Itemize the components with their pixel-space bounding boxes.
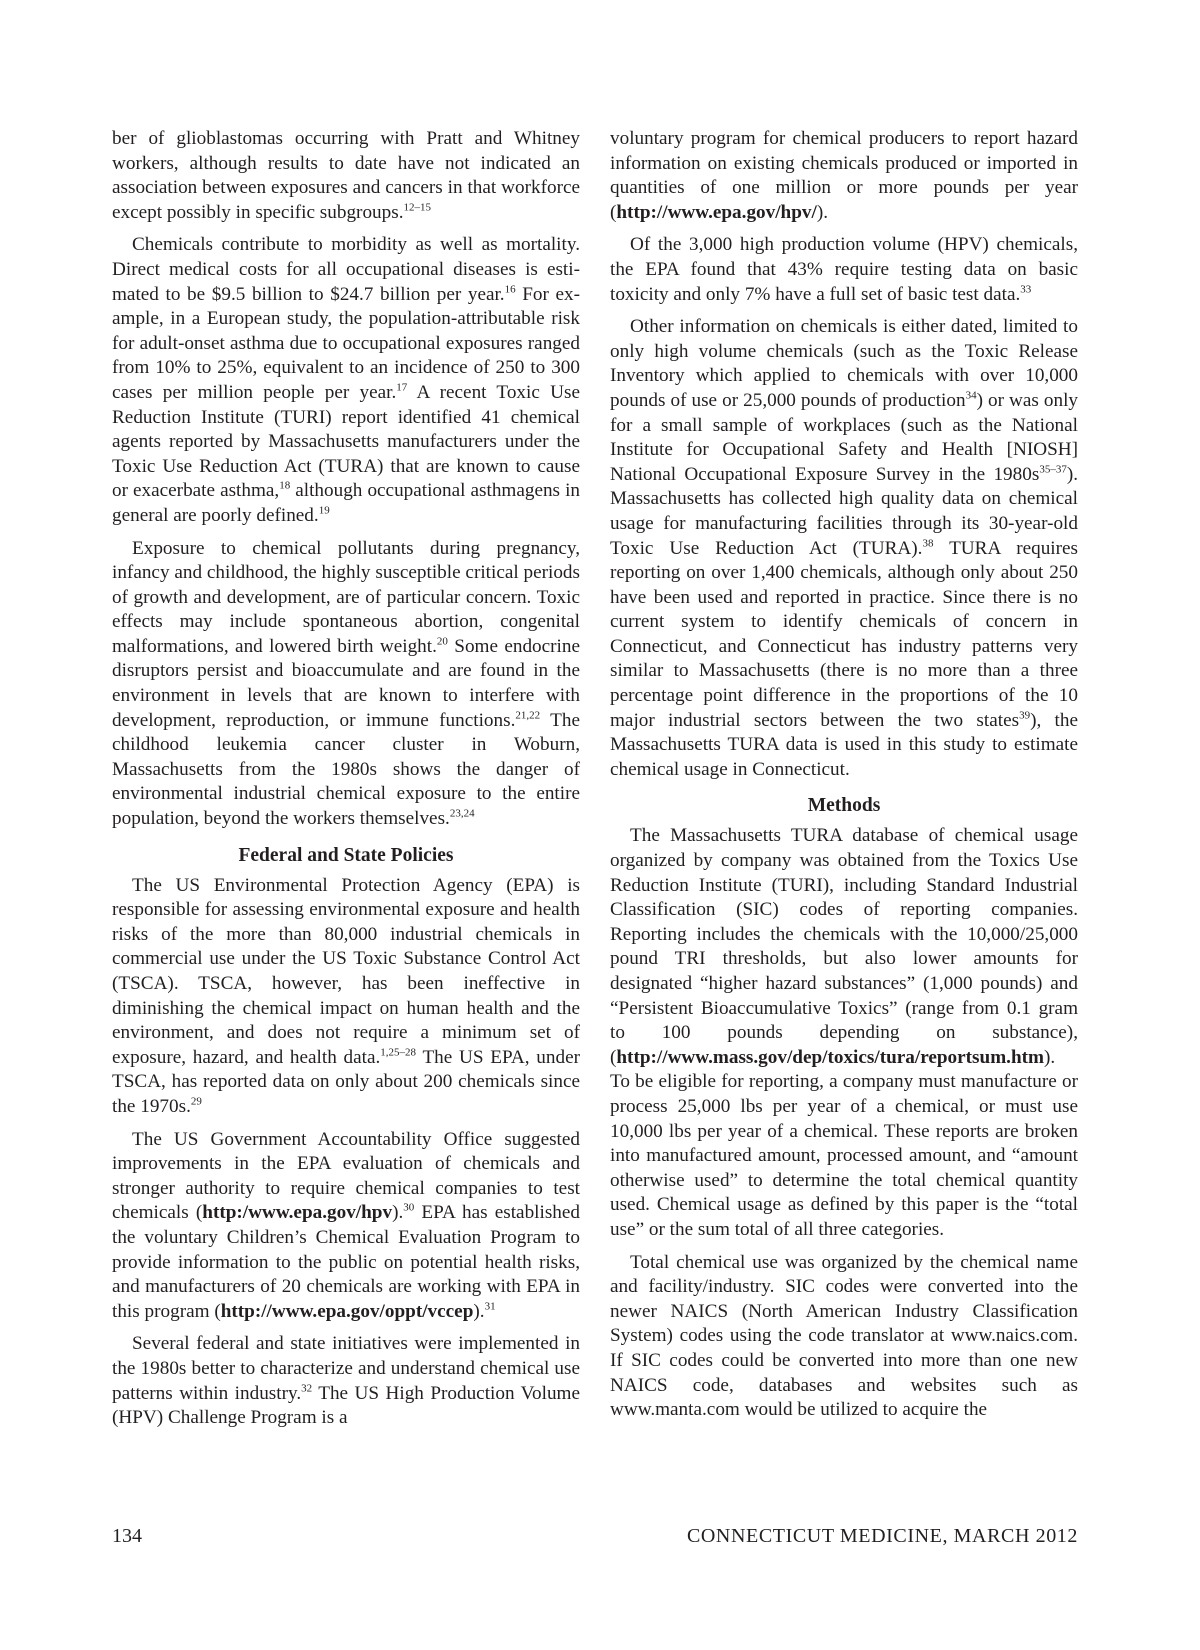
paragraph: The Massachusetts TURA database of chemical usage organized by company was obtained from the Toxics Use Reduction Institute (TURI), including Standard Industrial Classification (SIC) codes of reporting companies. Reporting includes the chemicals with the 10,000/25,000 pound TRI thresholds, but also lower amounts for designated “higher hazard substances” (1,000 pounds) and “Persistent Bioaccumulative Toxics” (range from 0.1 gram to 100 pounds depending on substance), (http://www.mass.gov/dep/toxics/tura/reportsum.htm). To be eligible for reporting, a company must manufacture or process 25,000 lbs per year of a chemical, or must use 10,000 lbs per year of a chemical. These reports are broken into manufactured amount, processed amount, and “amount otherwise used” to determine the total chemical quantity used. Chemical usage as defined by this paper is the “total use” or the sum total of all three categories. bbox=[610, 825, 1078, 1240]
left-column bbox=[112, 127, 580, 1439]
paragraph: The US Government Accountability Office suggested improvements in the EPA evaluation of chemicals and stronger authority to require chemical companies to test chemicals (http:/www.epa.gov/hpv).$^{30}$ EPA has established the voluntary Children’s Chemical Evaluation Program to provide information to the public on potential health risks, and manufacturers of 20 chemicals are working with EPA in this program (http://www.epa.gov/oppt/vccep).$^{31}$ bbox=[112, 1128, 581, 1322]
paragraph: voluntary program for chemical producers to report hazard information on existing chemicals produced or imported in quantities of one million or more pounds per year (http://www.epa.gov/hpv/). bbox=[610, 128, 1078, 223]
paragraph: Of the 3,000 high production volume (HPV) chemicals, the EPA found that 43% require testing data on basic toxicity and only 7% have a full set of basic test data.$^{33}$ bbox=[610, 234, 1078, 305]
paragraph: ber of glioblastomas occurring with Pratt and Whitney workers, although results to date have not indicated an association between exposures and cancers in that workforce except possibly in specific subgroups.$^{12-15}$ bbox=[112, 128, 580, 223]
paragraph: The US Environmental Protection Agency (EPA) is responsible for assessing environmental exposure and health risks of the more than 80,000 industrial chemicals in commercial use under the US Toxic Substance Control Act (TSCA). TSCA, however, has been ineffective in diminishing the chemical impact on human health and the environment, and does not require a minimum set of exposure, hazard, and health data.$^{1,25-28}$ The US EPA, under TSCA, has reported data on only about 200 chemicals since the 1970s.$^{29}$ bbox=[112, 874, 580, 1117]
section-heading: Federal and State Policies bbox=[238, 844, 454, 866]
url-link[interactable]: http:/www.epa.gov/hpv bbox=[202, 1202, 393, 1224]
url-link[interactable]: http://www.epa.gov/hpv/ bbox=[616, 201, 817, 223]
paragraph: Chemicals contribute to morbidity as well as mortality. Direct medical costs for all occupational diseases is estimated to be $9.5 billion to $24.7 billion per year.$^{16}$ For example, in a European study, the population-attributable risk for adult-onset asthma due to occupational exposures ranged from 10% to 25%, equivalent to an incidence of 250 to 300 cases per million people per year.$^{17}$ A recent Toxic Use Reduction Institute (TURI) report identified 41 chemical agents reported by Massachusetts manufacturers under the Toxic Use Reduction Act (TURA) that are known to cause or exacerbate asthma,$^{18}$ although occupational asthmagens in general are poorly defined.$^{19}$ bbox=[112, 234, 580, 526]
journal-footer: CONNECTICUT MEDICINE, MARCH 2012 bbox=[686, 1525, 1078, 1547]
right-column bbox=[610, 127, 1078, 1431]
paragraph: Total chemical use was organized by the chemical name and facility/industry. SIC codes were converted into the newer NAICS (North American Industry Classification System) codes using the code translator at www.naics.com. If SIC codes could be converted into more than one new NAICS code, databases and websites such as www.manta.com would be utilized to acquire the bbox=[610, 1251, 1078, 1421]
paragraph: Other information on chemicals is either dated, limited to only high volume chemicals (such as the Toxic Release Inventory which applied to chemicals with over 10,000 pounds of use or 25,000 pounds of production$^{34}$) or was only for a small sample of workplaces (such as the National Institute for Occupational Safety and Health [NIOSH] National Occupational Exposure Survey in the $1980s^{35-37}$). Massachusetts has collected high quality data on chemical usage for manufacturing facilities through its 30-year-old Toxic Use Reduction Act (TURA).$^{38}$ TURA requires reporting on over 1,400 chemicals, although only about 250 have been used and reported in practice. Since there is no current system to identify chemicals of concern in Connecticut, and Connecticut has industry patterns very similar to Massachusetts (there is no more than a three percentage point difference in the proportions of the 10 major industrial sectors between the two states$^{39}$), the Massachusetts TURA data is used in this study to estimate chemical usage in Connecticut. bbox=[610, 316, 1079, 780]
url-link[interactable]: http://www.mass.gov/dep/toxics/tura/reportsum.htm bbox=[616, 1046, 1045, 1068]
section-heading: Methods bbox=[807, 795, 881, 817]
paragraph: Exposure to chemical pollutants during pregnancy, infancy and childhood, the highly susceptible critical periods of growth and development, are of particular concern. Toxic effects may include spontaneous abortion, congenital malformations, and lowered birth weight.$^{20}$ Some endocrine disruptors persist and bioaccumulate and are found in the environment in levels that are known to interfere with development, reproduction, or immune functions.$^{21,22}$ The childhood leukemia cancer cluster in Woburn, Massachusetts from the 1980s shows the danger of environmental industrial chemical exposure to the entire population, beyond the workers themselves.$^{23,24}$ bbox=[112, 537, 580, 830]
page-number: 134 bbox=[112, 1525, 142, 1547]
paragraph: Several federal and state initiatives were implemented in the 1980s better to characterize and understand chemical use patterns within industry.$^{32}$ The US High Production Volume (HPV) Challenge Program is a bbox=[112, 1333, 580, 1429]
url-link[interactable]: http://www.epa.gov/oppt/vccep bbox=[220, 1300, 474, 1322]
